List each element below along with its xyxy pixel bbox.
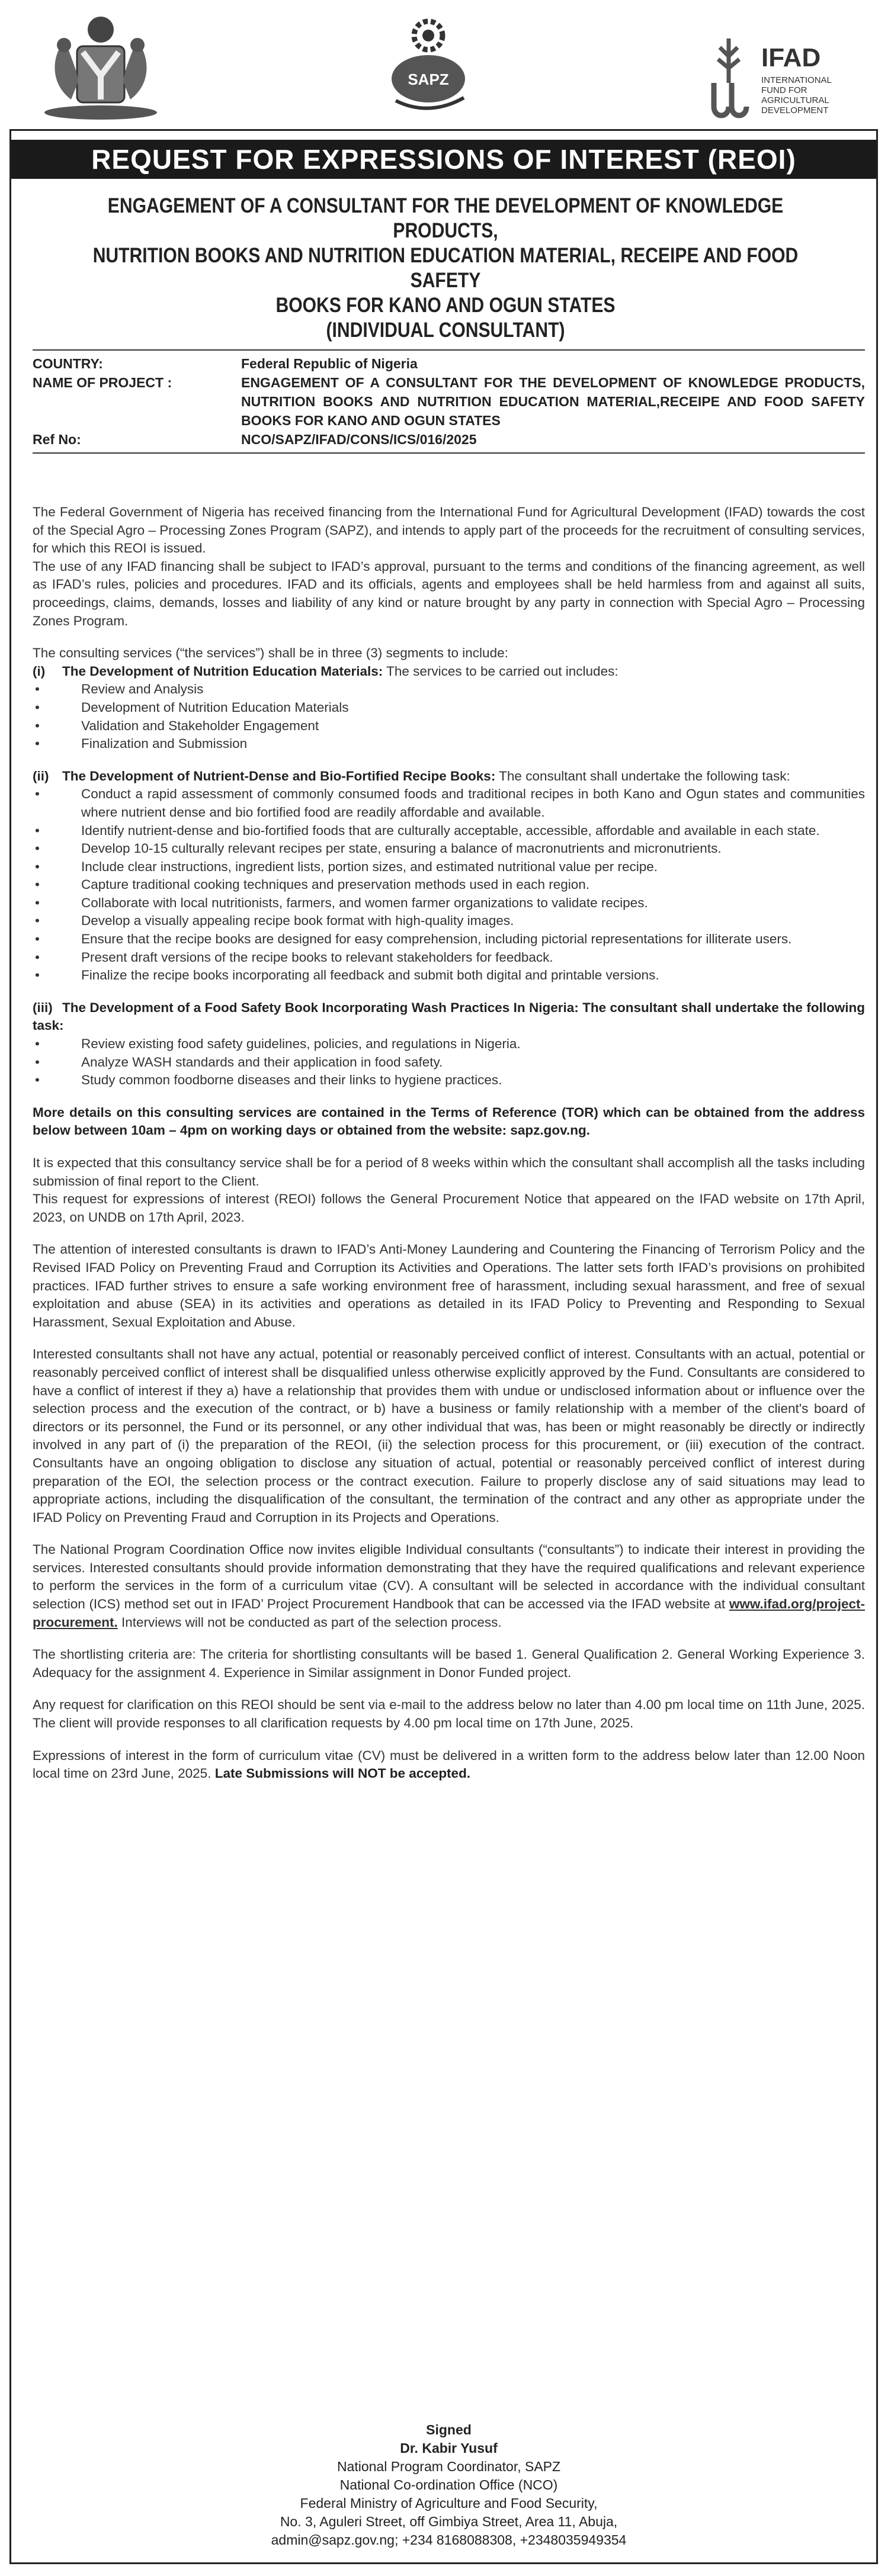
list-item: • Include clear instructions, ingredient lists, portion sizes, and estimated nutritional value per recipe. [33, 858, 865, 876]
project-info-block [33, 349, 865, 454]
project-value: ENGAGEMENT OF A CONSULTANT FOR THE DEVELOPMENT OF KNOWLEDGE PRODUCTS, NUTRITION BOOKS AND NUTRITION EDUCATION MATERIAL,RECEIPE AND FOOD SAFETY BOOKS FOR KANO AND OGUN STATES [241, 375, 865, 428]
list-item: • Development of Nutrition Education Materials [33, 699, 865, 717]
section-2-heading [33, 767, 865, 786]
ifad-emblem-icon [705, 36, 752, 124]
invitation-paragraph [33, 1541, 865, 1631]
shortlist-paragraph: The shortlisting criteria are: The criteria for shortlisting consultants will be based 1. General Qualification 2. General Working Experience 3. Adequacy for the assignment 4. Experience in Similar assignment in Donor Funded project. [33, 1647, 865, 1680]
logo-bar [0, 0, 891, 133]
list-item: • Conduct a rapid assessment of commonly consumed foods and traditional recipes in both Kano and Ogun states and communities where nutrient dense and bio fortified food are readily affordable and available. [33, 785, 865, 821]
ifad-subtitle-line: FUND FOR [761, 85, 807, 95]
section-number: (i) [33, 663, 46, 679]
section-1-heading [33, 663, 865, 681]
assignment-title [83, 194, 809, 343]
project-label: NAME OF PROJECT : [33, 375, 172, 390]
ref-label: Ref No: [33, 432, 81, 447]
nigeria-coat-of-arms-icon [36, 11, 166, 123]
signature-line: National Program Coordinator, SAPZ [336, 2459, 561, 2474]
signature-line: Federal Ministry of Agriculture and Food Security, [300, 2495, 598, 2511]
project-row [33, 373, 865, 430]
ifad-title: IFAD [761, 43, 821, 72]
list-item: • Analyze WASH standards and their application in food safety. [33, 1053, 865, 1072]
section-3-heading [33, 999, 865, 1035]
list-item: • Develop a visually appealing recipe book format with high-quality images. [33, 912, 865, 930]
duration-paragraph: It is expected that this consultancy service shall be for a period of 8 weeks within which the consultant shall accomplish all the tasks including submission of final report to the Client. [33, 1155, 865, 1189]
invitation-text-end: Interviews will not be conducted as part of the selection process. [117, 1614, 502, 1630]
section-3-list [33, 1035, 865, 1090]
list-item: • Collaborate with local nutritionists, farmers, and women farmer organizations to validate recipes. [33, 894, 865, 913]
signed-label: Signed [426, 2422, 472, 2437]
section-title: The Development of a Food Safety Book Incorporating Wash Practices In Nigeria: The consultant shall undertake the following task: [33, 1000, 865, 1033]
section-title-rest: The consultant shall undertake the following task: [495, 768, 790, 783]
section-2-list [33, 785, 865, 985]
late-submission-notice: Late Submissions will NOT be accepted. [214, 1766, 471, 1781]
document-body [33, 503, 865, 1783]
section-1-list [33, 680, 865, 753]
country-value: Federal Republic of Nigeria [241, 356, 418, 371]
assignment-title-line: NUTRITION BOOKS AND NUTRITION EDUCATION MATERIAL, RECEIPE AND FOOD SAFETY [92, 244, 799, 292]
ifad-subtitle-line: AGRICULTURAL [761, 95, 829, 105]
deadline-text: Expressions of interest in the form of curriculum vitae (CV) must be delivered in a written form to the address below later than 12.00 Noon local time on 23rd June, 2025. [33, 1748, 865, 1781]
ifad-wordmark [761, 44, 832, 115]
list-item: • Ensure that the recipe books are designed for easy comprehension, including pictorial representations for illiterate users. [33, 930, 865, 949]
list-item: • Develop 10-15 culturally relevant recipes per state, ensuring a balance of macronutrients and micronutrients. [33, 840, 865, 858]
list-item: • Study common foodborne diseases and their links to hygiene practices. [33, 1071, 865, 1090]
assignment-title-line: BOOKS FOR KANO AND OGUN STATES [275, 294, 616, 317]
services-intro: The consulting services (“the services”) shall be in three (3) segments to include: [33, 645, 508, 661]
ifad-subtitle-line: DEVELOPMENT [761, 105, 829, 115]
intro-paragraph: The use of any IFAD financing shall be subject to IFAD’s approval, pursuant to the terms and conditions of the financing agreement, as well as IFAD’s rules, policies and procedures. IFAD and its officials, agents and employees shall be held harmless from and against all suits, proceedings, claims, demands, losses and liability of any kind or nature brought by any party in connection with Special Agro – Processing Zones Program. [33, 558, 865, 628]
conflict-paragraph: Interested consultants shall not have any actual, potential or reasonably perceived conflict of interest. Consultants with an actual, potential or reasonably perceived conflict of interest shall be disqualified unless otherwise explicitly approved by the Fund. Consultants are considered to have a conflict of interest if they a) have a relationship that provides them with undue or undisclosed information about or influence over the selection process and the execution of the contract, or b) have a business or family relationship with a member of the client's board of directors or its personnel, the Fund or its personnel, or any other individual that was, has been or might reasonably be directly or indirectly involved in any part of (i) the preparation of the REOI, (ii) the selection process for this procurement, or (iii) execution of the contract. Consultants have an ongoing obligation to disclose any situation of actual, potential or reasonably perceived conflict of interest during preparation of the EOI, the selection process or the contract execution. Failure to properly disclose any of said situations may lead to appropriate actions, including the disqualification of the consultant, the termination of the contract and any other as appropriate under the IFAD Policy on Preventing Fraud and Corruption in its Projects and Operations. [33, 1347, 865, 1525]
clarification-paragraph: Any request for clarification on this REOI should be sent via e-mail to the address below no later than 4.00 pm local time on 11th June, 2025. The client will provide responses to all clarification requests by 4.00 pm local time on 17th June, 2025. [33, 1697, 865, 1731]
invitation-text: The National Program Coordination Office now invites eligible Individual consultants (“consultants”) to indicate their interest in providing the services. Interested consultants should provide information demonstrating that they have the required qualifications and relevant experience to perform the services in the form of a curriculum vitae (CV). A consultant will be selected in accordance with the individual consultant selection (ICS) method set out in IFAD’ Project Procurement Handbook that can be accessed via the IFAD website at [33, 1542, 865, 1612]
signature-line: National Co-ordination Office (NCO) [339, 2477, 558, 2493]
signatory-name: Dr. Kabir Yusuf [400, 2440, 498, 2456]
ref-value: NCO/SAPZ/IFAD/CONS/ICS/016/2025 [241, 432, 477, 447]
ifad-subtitle-line: INTERNATIONAL [761, 75, 832, 85]
contact-line: admin@sapz.gov.ng; +234 8168088308, +2348035949354 [271, 2532, 627, 2548]
tor-paragraph: More details on this consulting services are contained in the Terms of Reference (TOR) which can be obtained from the address below between 10am – 4pm on working days or obtained from the website: sapz.gov.ng. [33, 1104, 865, 1138]
list-item: • Identify nutrient-dense and bio-fortified foods that are culturally acceptable, accessible, affordable and available in each state. [33, 822, 865, 840]
list-item: • Validation and Stakeholder Engagement [33, 717, 865, 735]
section-number: (iii) [33, 1000, 53, 1015]
deadline-paragraph [33, 1747, 865, 1783]
section-title-rest: The services to be carried out includes: [383, 663, 618, 679]
list-item: • Review and Analysis [33, 680, 865, 699]
list-item: • Present draft versions of the recipe books to relevant stakeholders for feedback. [33, 949, 865, 967]
country-label: COUNTRY: [33, 356, 103, 371]
signature-line: No. 3, Aguleri Street, off Gimbiya Street, Area 11, Abuja, [280, 2514, 618, 2529]
signature-block [33, 2421, 865, 2549]
assignment-title-line: ENGAGEMENT OF A CONSULTANT FOR THE DEVELOPMENT OF KNOWLEDGE PRODUCTS, [107, 194, 784, 242]
intro-paragraph: The Federal Government of Nigeria has received financing from the International Fund for Agricultural Development (IFAD) towards the cost of the Special Agro – Processing Zones Program (SAPZ), and intends to apply part of the proceeds for the recruitment of consulting services, for which this REOI is issued. [33, 505, 865, 556]
section-title: The Development of Nutrition Education Materials: [62, 663, 383, 679]
notice-paragraph: This request for expressions of interest (REOI) follows the General Procurement Notice that appeared on the IFAD website on 17th April, 2023, on UNDB on 17th April, 2023. [33, 1191, 865, 1225]
sapz-logo-icon [384, 15, 473, 118]
ifad-subtitle [761, 75, 832, 115]
list-item: • Finalize the recipe books incorporating all feedback and submit both digital and printable versions. [33, 966, 865, 985]
section-number: (ii) [33, 768, 49, 783]
policy-paragraph: The attention of interested consultants is drawn to IFAD’s Anti-Money Laundering and Countering the Financing of Terrorism Policy and the Revised IFAD Policy on Preventing Fraud and Corruption its Activities and Operations. The latter sets forth IFAD’s provisions on prohibited practices. IFAD further strives to ensure a safe working environment free of harassment, including sexual harassment, and free of sexual exploitation and abuse (SEA) in its activities and operations as detailed in its IFAD Policy to Preventing and Responding to Sexual Harassment, Sexual Exploitation and Abuse. [33, 1242, 865, 1329]
country-row [33, 354, 865, 373]
list-item: • Capture traditional cooking techniques and preservation methods used in each region. [33, 876, 865, 894]
procurement-link[interactable]: www.ifad.org/project-procurement. [33, 1597, 865, 1630]
reoi-banner: REQUEST FOR EXPRESSIONS OF INTEREST (REOI) [11, 140, 876, 179]
list-item: • Review existing food safety guidelines, policies, and regulations in Nigeria. [33, 1035, 865, 1053]
list-item: • Finalization and Submission [33, 735, 865, 753]
section-title: The Development of Nutrient-Dense and Bio-Fortified Recipe Books: [62, 768, 496, 783]
ref-row [33, 430, 865, 449]
assignment-title-line: (INDIVIDUAL CONSULTANT) [326, 319, 565, 342]
sapz-logo-text: SAPZ [408, 70, 449, 88]
